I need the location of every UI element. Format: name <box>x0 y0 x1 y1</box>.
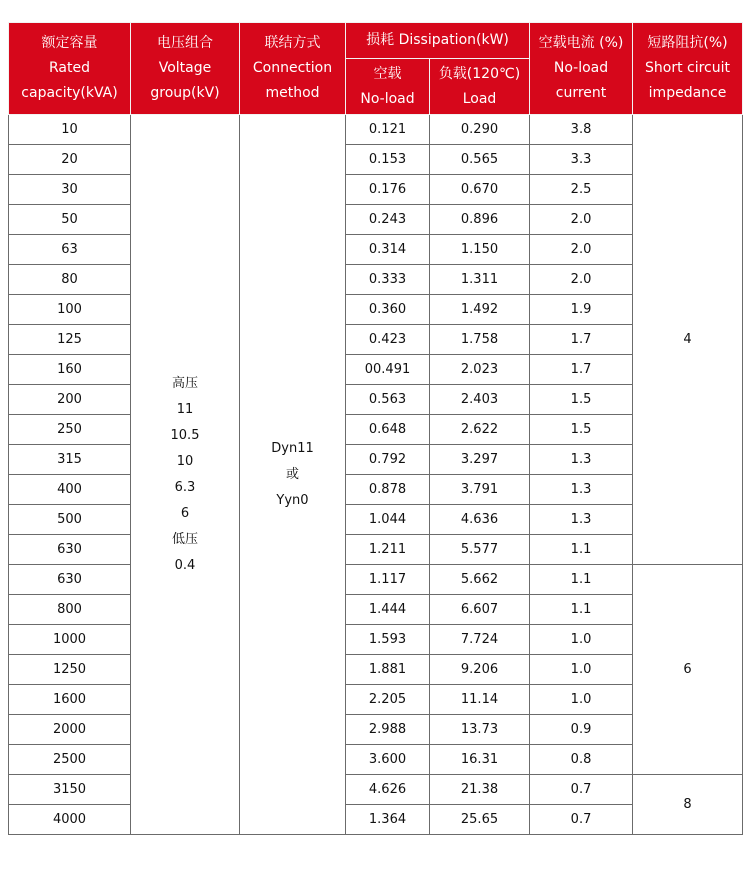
cell-noload-current: 1.3 <box>530 475 633 505</box>
table-row <box>9 685 743 715</box>
cell-noload-current: 1.7 <box>530 355 633 385</box>
table-row <box>9 805 743 835</box>
header-text: current <box>555 85 607 101</box>
header-text: Rated <box>49 60 90 76</box>
cell-capacity: 4000 <box>9 805 131 835</box>
cell-load-loss: 5.662 <box>430 565 530 595</box>
cell-capacity: 30 <box>9 175 131 205</box>
cell-noload-current: 1.0 <box>530 655 633 685</box>
cell-noload-current: 0.9 <box>530 715 633 745</box>
table-body <box>9 115 743 835</box>
cell-impedance: 4 <box>633 115 743 565</box>
header-text: 空载 <box>373 65 402 82</box>
cell-noload-loss: 0.176 <box>346 175 430 205</box>
cell-noload-loss: 1.117 <box>346 565 430 595</box>
table-row <box>9 415 743 445</box>
cell-load-loss: 7.724 <box>430 625 530 655</box>
cell-noload-loss: 0.314 <box>346 235 430 265</box>
table-row <box>9 745 743 775</box>
header-load-loss <box>430 59 530 115</box>
cell-noload-loss: 0.792 <box>346 445 430 475</box>
cell-capacity: 80 <box>9 265 131 295</box>
cell-capacity: 3150 <box>9 775 131 805</box>
cell-capacity: 400 <box>9 475 131 505</box>
cell-load-loss: 6.607 <box>430 595 530 625</box>
cell-noload-current: 1.7 <box>530 325 633 355</box>
cell-noload-loss: 0.423 <box>346 325 430 355</box>
cell-noload-loss: 2.988 <box>346 715 430 745</box>
cell-noload-current: 1.1 <box>530 565 633 595</box>
cell-load-loss: 0.565 <box>430 145 530 175</box>
table-row <box>9 235 743 265</box>
cell-load-loss: 3.297 <box>430 445 530 475</box>
cell-noload-current: 2.0 <box>530 205 633 235</box>
table-row <box>9 715 743 745</box>
cell-impedance: 8 <box>633 775 743 835</box>
cell-noload-loss: 1.444 <box>346 595 430 625</box>
cell-capacity: 160 <box>9 355 131 385</box>
voltage-group-line: 11 <box>176 401 194 417</box>
cell-noload-current: 0.7 <box>530 775 633 805</box>
cell-capacity: 315 <box>9 445 131 475</box>
cell-noload-current: 1.3 <box>530 445 633 475</box>
cell-noload-current: 0.7 <box>530 805 633 835</box>
header-text: 联结方式 <box>264 35 321 51</box>
header-text: 负载(120℃) <box>438 65 521 82</box>
header-short-circuit-impedance <box>633 23 743 115</box>
cell-capacity: 2000 <box>9 715 131 745</box>
cell-load-loss: 1.758 <box>430 325 530 355</box>
cell-capacity: 1250 <box>9 655 131 685</box>
cell-load-loss: 3.791 <box>430 475 530 505</box>
voltage-group-line: 10 <box>176 453 194 469</box>
table-row <box>9 505 743 535</box>
cell-capacity: 125 <box>9 325 131 355</box>
cell-connection-method <box>240 115 346 835</box>
table-row <box>9 115 743 145</box>
voltage-group-line: 6 <box>180 505 190 521</box>
header-text: No-load <box>553 60 609 76</box>
table-row <box>9 445 743 475</box>
cell-noload-current: 1.3 <box>530 505 633 535</box>
header-connection-method <box>240 23 346 115</box>
header-noload-loss <box>346 59 430 115</box>
header-text: group(kV) <box>150 85 220 101</box>
cell-noload-current: 2.0 <box>530 235 633 265</box>
cell-load-loss: 0.290 <box>430 115 530 145</box>
header-rated-capacity <box>9 23 131 115</box>
voltage-group-line: 6.3 <box>174 479 196 495</box>
cell-capacity: 1600 <box>9 685 131 715</box>
table-row <box>9 265 743 295</box>
cell-noload-loss: 0.121 <box>346 115 430 145</box>
cell-noload-loss: 2.205 <box>346 685 430 715</box>
table-row <box>9 325 743 355</box>
cell-noload-loss: 0.360 <box>346 295 430 325</box>
connection-method-line: Yyn0 <box>276 492 309 508</box>
cell-noload-loss: 0.243 <box>346 205 430 235</box>
cell-noload-loss: 1.364 <box>346 805 430 835</box>
cell-noload-loss: 0.563 <box>346 385 430 415</box>
header-text: 电压组合 <box>157 35 213 51</box>
cell-capacity: 20 <box>9 145 131 175</box>
cell-capacity: 630 <box>9 535 131 565</box>
header-text: 短路阻抗(%) <box>647 35 728 51</box>
cell-capacity: 50 <box>9 205 131 235</box>
table-row <box>9 595 743 625</box>
cell-load-loss: 21.38 <box>430 775 530 805</box>
cell-impedance: 6 <box>633 565 743 775</box>
header-text: Short circuit <box>645 60 731 76</box>
cell-capacity: 250 <box>9 415 131 445</box>
cell-noload-loss: 0.878 <box>346 475 430 505</box>
cell-capacity: 2500 <box>9 745 131 775</box>
table-row <box>9 145 743 175</box>
cell-noload-loss: 0.648 <box>346 415 430 445</box>
voltage-group-line: 10.5 <box>170 427 200 443</box>
cell-noload-current: 2.0 <box>530 265 633 295</box>
table-row <box>9 565 743 595</box>
cell-capacity: 200 <box>9 385 131 415</box>
table-row <box>9 535 743 565</box>
connection-method-line: Dyn11 <box>271 440 314 456</box>
table-row <box>9 175 743 205</box>
cell-noload-loss: 1.044 <box>346 505 430 535</box>
cell-load-loss: 0.670 <box>430 175 530 205</box>
cell-load-loss: 1.311 <box>430 265 530 295</box>
cell-noload-loss: 0.153 <box>346 145 430 175</box>
cell-noload-current: 1.0 <box>530 625 633 655</box>
voltage-group-line: 低压 <box>171 531 198 547</box>
table-row <box>9 205 743 235</box>
table-row <box>9 625 743 655</box>
cell-noload-loss: 1.211 <box>346 535 430 565</box>
cell-noload-current: 1.9 <box>530 295 633 325</box>
cell-load-loss: 11.14 <box>430 685 530 715</box>
header-text: method <box>265 85 320 101</box>
cell-noload-current: 1.0 <box>530 685 633 715</box>
header-text: Load <box>462 90 497 107</box>
voltage-group-line: 0.4 <box>174 557 196 573</box>
header-text: 空载电流 (%) <box>538 35 624 51</box>
header-text: impedance <box>648 85 727 101</box>
table-row <box>9 475 743 505</box>
cell-noload-loss: 00.491 <box>346 355 430 385</box>
cell-noload-loss: 0.333 <box>346 265 430 295</box>
cell-capacity: 10 <box>9 115 131 145</box>
cell-load-loss: 25.65 <box>430 805 530 835</box>
cell-capacity: 100 <box>9 295 131 325</box>
cell-noload-current: 2.5 <box>530 175 633 205</box>
table-row <box>9 775 743 805</box>
cell-capacity: 800 <box>9 595 131 625</box>
cell-noload-current: 1.5 <box>530 385 633 415</box>
header-voltage-group <box>131 23 240 115</box>
cell-load-loss: 16.31 <box>430 745 530 775</box>
table-row <box>9 355 743 385</box>
cell-noload-current: 1.5 <box>530 415 633 445</box>
header-text: Connection <box>252 60 333 76</box>
cell-load-loss: 4.636 <box>430 505 530 535</box>
cell-noload-loss: 3.600 <box>346 745 430 775</box>
cell-load-loss: 2.023 <box>430 355 530 385</box>
header-noload-current <box>530 23 633 115</box>
cell-noload-current: 3.8 <box>530 115 633 145</box>
cell-voltage-group <box>131 115 240 835</box>
cell-load-loss: 0.896 <box>430 205 530 235</box>
cell-noload-current: 0.8 <box>530 745 633 775</box>
cell-capacity: 500 <box>9 505 131 535</box>
header-text: Voltage <box>158 60 212 76</box>
cell-noload-loss: 4.626 <box>346 775 430 805</box>
cell-load-loss: 2.403 <box>430 385 530 415</box>
table-row <box>9 385 743 415</box>
header-dissipation: 损耗 Dissipation(kW) <box>346 23 530 59</box>
header-text: No-load <box>360 90 415 107</box>
cell-load-loss: 1.492 <box>430 295 530 325</box>
cell-load-loss: 5.577 <box>430 535 530 565</box>
table-row <box>9 295 743 325</box>
cell-noload-current: 1.1 <box>530 535 633 565</box>
cell-load-loss: 2.622 <box>430 415 530 445</box>
cell-noload-current: 1.1 <box>530 595 633 625</box>
header-text: capacity(kVA) <box>21 85 118 101</box>
cell-load-loss: 9.206 <box>430 655 530 685</box>
cell-noload-loss: 1.881 <box>346 655 430 685</box>
cell-capacity: 630 <box>9 565 131 595</box>
cell-noload-loss: 1.593 <box>346 625 430 655</box>
cell-load-loss: 1.150 <box>430 235 530 265</box>
voltage-group-line: 高压 <box>171 375 198 391</box>
cell-capacity: 1000 <box>9 625 131 655</box>
cell-noload-current: 3.3 <box>530 145 633 175</box>
cell-load-loss: 13.73 <box>430 715 530 745</box>
table-row <box>9 655 743 685</box>
connection-method-line: 或 <box>285 466 299 482</box>
header-text: 额定容量 <box>41 35 98 51</box>
cell-capacity: 63 <box>9 235 131 265</box>
transformer-spec-table <box>8 22 743 835</box>
